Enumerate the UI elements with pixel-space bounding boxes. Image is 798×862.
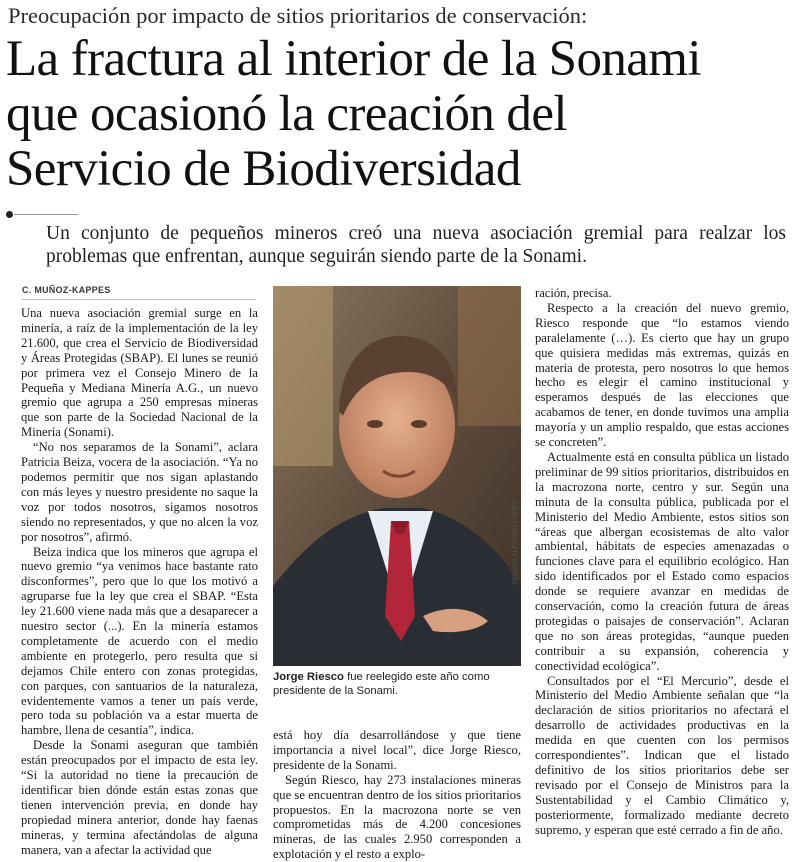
- headline-line: Servicio de Biodiversidad: [6, 141, 521, 197]
- paragraph: Según Riesco, hay 273 instalaciones mineras que se encuentran dentro de los sitios prioritarios propuestos. En la macrozona norte se ven comprometidas más de 4.200 concesiones mineras, de las cuales 2.950 corresponden a explotación y el resto a explo-: [273, 772, 521, 862]
- byline-rule: [22, 299, 256, 300]
- column-2: [273, 728, 521, 862]
- paragraph: Consultados por el “El Mercurio”, desde el Ministerio del Medio Ambiente señalan que “la declaración de sitios prioritarios no afectará el desarrollo de actividades productivas en la medida en que cuenten con los permisos correspondientes”. Indican que el listado definitivo de los sitios prioritarios debe ser revisado por el Consejo de Ministros para la Sustentabilidad y el Cambio Climático y, posteriormente, formalizado mediante decreto supremo, y esperan que esté cerrado a fin de año.: [535, 673, 789, 837]
- paragraph: Respecto a la creación del nuevo gremio, Riesco responde que “lo estamos viendo paralelamente (…). Es cierto que hay un grupo que quisiera medidas más extremas, quizás en materia de protesta, pero nosotros lo que hemos hecho es elegir el camino institucional y esperamos después de las elecciones que acabamos de tener, en donde tuvimos una amplia mayoría y un amplio respaldo, que estas acciones se concreten”.: [535, 300, 789, 450]
- caption-text: fue reelegido este año como presidente de la Sonami.: [273, 671, 490, 697]
- portrait-illustration: [273, 286, 521, 666]
- deck-divider: [14, 214, 78, 215]
- caption-name: Jorge Riesco: [273, 671, 344, 683]
- photo-caption: [273, 670, 521, 698]
- headline-line: La fractura al interior de la Sonami: [6, 31, 701, 87]
- paragraph: está hoy día desarrollándose y que tiene importancia a nivel local”, dice Jorge Riesco, presidente de la Sonami.: [273, 728, 521, 772]
- paragraph: Beiza indica que los mineros que agrupa el nuevo gremio “ya venimos hace bastante rato disconformes”, pero que lo que los motivó a agruparse fue la ley que crea el SBAP. “Esta ley 21.600 viene nada más que a desaparecer a nuestro sector (...). En la minería estamos completamente de acuerdo con el medio ambiente en protegerlo, pero resulta que si dejamos Chile entero con zonas protegidas, con parques, con santuarios de la naturaleza, evidentemente vamos a tener un país verde, pero toda su población va a estar muerta de hambre, llena de cesantía”, indica.: [21, 544, 258, 738]
- deck-bullet-icon: [6, 211, 13, 218]
- paragraph: Desde la Sonami aseguran que también están preocupados por el impacto de esta ley. “Si la autoridad no tiene la precaución de identificar bien dónde están estas zonas que tienen intervención previa, en donde hay propiedad minera anterior, donde hay faenas mineras, y termina afectándolas de alguna manera, van a afectar la actividad que: [21, 738, 258, 857]
- paragraph: “No nos separamos de la Sonami”, aclara Patricia Beiza, vocera de la asociación. “Ya no podemos permitir que nos sigan aplastando con más leyes y nuestro presidente no saque la voz por todos nosotros, sigamos nosotros siendo no representados, y que no alcen la voz por nosotros”, afirmó.: [21, 440, 258, 544]
- article-deck: Un conjunto de pequeños mineros creó una nueva asociación gremial para realzar los problemas que enfrentan, aunque seguirán siendo parte de la Sonami.: [46, 223, 786, 267]
- paragraph: Una nueva asociación gremial surge en la minería, a raíz de la implementación de la ley 21.600, que crea el Servicio de Biodiversidad y Áreas Protegidas (SBAP). El lunes se reunió por primera vez el Consejo Minero de la Pequeña y Mediana Minería A.G., un nuevo gremio que agrupa a 250 empresas mineras que son parte de la Sociedad Nacional de la Minería (Sonami).: [21, 306, 258, 440]
- article-headline: [6, 32, 796, 197]
- byline: C. MUÑOZ-KAPPES: [22, 285, 111, 295]
- paragraph: Actualmente está en consulta pública un listado preliminar de 99 sitios prioritarios, distribuidos en la macrozona norte, centro y sur. Según una minuta de la consulta pública, publicada por el Ministerio del Medio Ambiente, estos sitios son “áreas que albergan ecosistemas de alto valor ambiental, hábitats de especies amenazadas o funciones clave para el equilibrio ecológico. Han sido identificados por el Estado como espacios donde se requiere avanzar en medidas de conservación, como la creación futura de áreas protegidas o paisajes de conservación”. Aclaran que no son áreas protegidas, “aunque pueden contribuir a su expansión, coherencia y conectividad ecológica”.: [535, 449, 789, 673]
- photo-credit: SERGIO ALFONSO LÓPEZ: [512, 500, 519, 585]
- paragraph: ración, precisa.: [535, 286, 612, 300]
- article-kicker: Preocupación por impacto de sitios prioritarios de conservación:: [8, 3, 588, 28]
- column-3: [535, 286, 789, 838]
- headline-line: que ocasionó la creación del: [6, 86, 567, 142]
- column-1: [21, 306, 258, 858]
- portrait-photo: [273, 286, 521, 666]
